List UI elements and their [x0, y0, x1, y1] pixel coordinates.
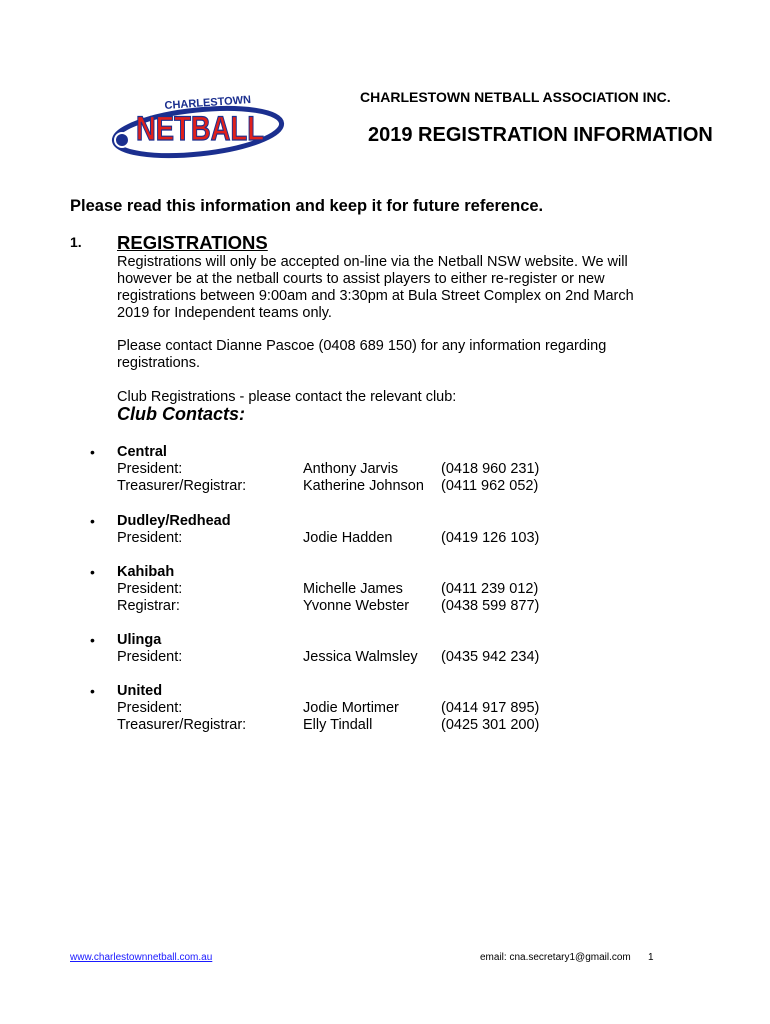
contact-phone: (0419 126 103) — [441, 530, 540, 546]
contact-role: Registrar: — [117, 598, 180, 614]
page-number: 1 — [648, 952, 654, 963]
bullet-icon: • — [90, 632, 95, 648]
section-number: 1. — [70, 234, 82, 250]
registration-paragraph — [117, 254, 697, 322]
contact-role: Treasurer/Registrar: — [117, 478, 247, 494]
contact-phone: (0411 962 052) — [441, 478, 539, 494]
bullet-icon: • — [90, 683, 95, 699]
contact-name: Anthony Jarvis — [303, 461, 399, 477]
paragraph-line: 2019 for Independent teams only. — [117, 305, 332, 321]
contact-row — [0, 461, 770, 478]
bullet-icon: • — [90, 513, 95, 529]
contact-name: Michelle James — [303, 581, 403, 597]
contact-phone: (0411 239 012) — [441, 581, 539, 597]
charlestown-netball-logo — [108, 88, 288, 166]
club-name: Ulinga — [117, 632, 162, 648]
paragraph-line: Registrations will only be accepted on-line via the Netball NSW website. We will — [117, 254, 628, 270]
footer-email: email: cna.secretary1@gmail.com — [480, 952, 631, 963]
contact-role: President: — [117, 530, 183, 546]
section-title: REGISTRATIONS — [117, 232, 268, 253]
club-name: Dudley/Redhead — [117, 513, 231, 529]
contact-role: President: — [117, 581, 183, 597]
contact-name: Jodie Hadden — [303, 530, 393, 546]
contact-phone: (0438 599 877) — [441, 598, 540, 614]
contact-name: Katherine Johnson — [303, 478, 424, 494]
contact-row — [0, 478, 770, 495]
organisation-name: CHARLESTOWN NETBALL ASSOCIATION INC. — [360, 89, 671, 105]
notice-heading: Please read this information and keep it for future reference. — [70, 197, 544, 215]
contact-name: Jodie Mortimer — [303, 700, 399, 716]
contact-row — [0, 717, 770, 734]
contact-role: President: — [117, 700, 183, 716]
svg-text:NETBALL: NETBALL — [136, 110, 264, 148]
paragraph-line: registrations. — [117, 355, 201, 371]
paragraph-line: Please contact Dianne Pascoe (0408 689 150) for any information regarding — [117, 338, 607, 354]
contact-role: President: — [117, 649, 183, 665]
contact-name: Elly Tindall — [303, 717, 373, 733]
bullet-icon: • — [90, 444, 95, 460]
website-link[interactable]: www.charlestownnetball.com.au — [70, 952, 213, 963]
contact-phone: (0418 960 231) — [441, 461, 540, 477]
contact-role: Treasurer/Registrar: — [117, 717, 247, 733]
document-title: 2019 REGISTRATION INFORMATION — [368, 124, 713, 146]
contact-row — [0, 530, 770, 547]
contact-paragraph — [117, 338, 697, 372]
contact-phone: (0425 301 200) — [441, 717, 540, 733]
bullet-icon: • — [90, 564, 95, 580]
svg-text:CHARLESTOWN: CHARLESTOWN — [164, 94, 252, 113]
club-registrations-paragraph: Club Registrations - please contact the relevant club: — [117, 389, 457, 405]
contact-row — [0, 700, 770, 717]
contact-phone: (0414 917 895) — [441, 700, 540, 716]
club-contacts-heading: Club Contacts: — [117, 404, 245, 424]
contact-phone: (0435 942 234) — [441, 649, 540, 665]
contact-row — [0, 649, 770, 666]
contact-name: Yvonne Webster — [303, 598, 410, 614]
contact-name: Jessica Walmsley — [303, 649, 418, 665]
club-name: Kahibah — [117, 564, 175, 580]
club-name: United — [117, 683, 163, 699]
paragraph-line: registrations between 9:00am and 3:30pm at Bula Street Complex on 2nd March — [117, 288, 634, 304]
club-name: Central — [117, 444, 167, 460]
paragraph-line: however be at the netball courts to assist players to either re-register or new — [117, 271, 605, 287]
contact-row — [0, 581, 770, 598]
contact-role: President: — [117, 461, 183, 477]
contact-row — [0, 598, 770, 615]
